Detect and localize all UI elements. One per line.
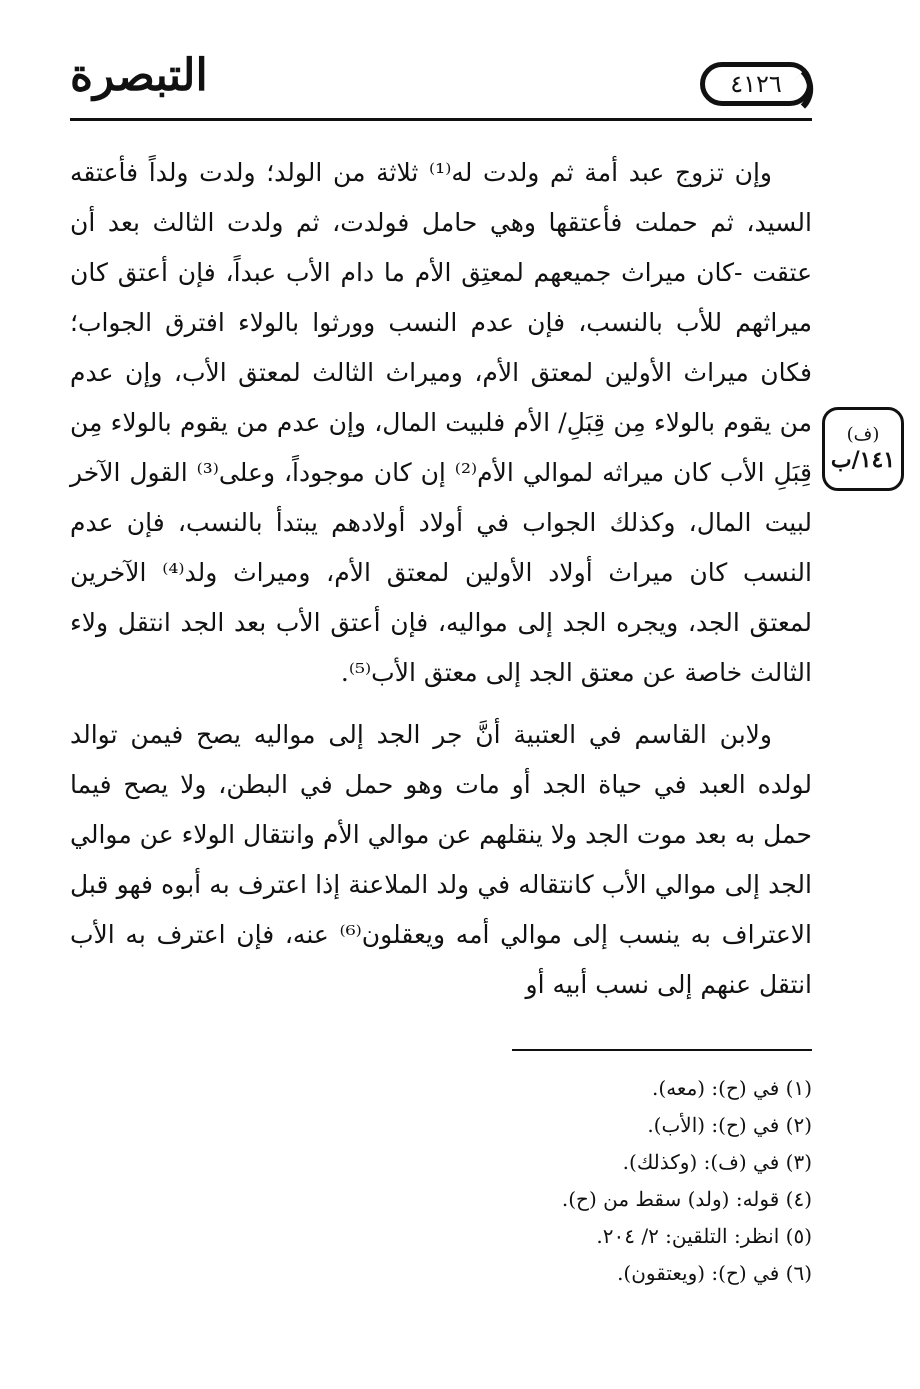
footnote: (٢) في (ح): (الأب). <box>647 1113 812 1137</box>
paragraph-1 <box>70 148 812 698</box>
page-number-ornament <box>700 62 812 106</box>
folio-number: ١٤١/ب <box>830 447 896 474</box>
running-title: التبصرة <box>70 50 208 101</box>
paragraph-2-text: ولابن القاسم في العتبية أنَّ جر الجد إلى مواليه يصح فيمن توالد لولده العبد في حياة الجد أو مات وهو حمل في البطن، ولا يصح فيما حمل به بعد موت الجد ولا ينقلهم عن موالي الأم وانتقال الولاء عن موالي الجد إلى موالي الأب كانتقاله في ولد الملاعنة إذا اعترف به أبوه فهو قبل الاعتراف به ينسب إلى موالي أمه ويعقلون⁽⁶⁾ عنه، فإن اعترف به الأب انتقل عنهم إلى نسب أبيه أو <box>70 720 813 999</box>
footnote: (٣) في (ف): (وكذلك). <box>622 1150 812 1174</box>
footnote: (١) في (ح): (معه). <box>652 1076 812 1100</box>
paragraph-1-text: وإن تزوج عبد أمة ثم ولدت له⁽¹⁾ ثلاثة من الولد؛ ولدت ولداً فأعتقه السيد، ثم حملت فأعتقها وهي حامل فولدت، ثم ولدت الثالث بعد أن عتقت -كان ميراث جميعهم لمعتِق الأم ما دام الأب عبداً، فإن أعتق كان ميراثهم للأب بالنسب، فإن عدم النسب وورثوا بالولاء افترق الجواب؛ فكان ميراث الأولين لمعتق الأم، وميراث الثالث لمعتق الأب، وإن عدم من يقوم بالولاء مِن قِبَلِ/ الأم فلبيت المال، وإن عدم من يقوم بالولاء مِن قِبَلِ الأب كان ميراثه لموالي الأم⁽²⁾ إن كان موجوداً، وعلى⁽³⁾ القول الآخر لبيت المال، وكذلك الجواب في أولاد أولادهم يبتدأ بالنسب، فإن عدم النسب كان ميراث أولاد الأولين لمعتق الأم، وميراث ولد⁽⁴⁾ الآخرين لمعتق الجد، ويجره الجد إلى مواليه، فإن أعتق الأب بعد الجد انتقل ولاء الثالث خاصة عن معتق الجد إلى معتق الأب⁽⁵⁾. <box>70 158 812 687</box>
page-number: ٤١٢٦ <box>730 70 782 98</box>
manuscript-folio-marker <box>822 407 904 491</box>
footnote: (٤) قوله: (ولد) سقط من (ح). <box>561 1187 812 1211</box>
footnote: (٥) انظر: التلقين: ٢/ ٢٠٤. <box>596 1224 812 1248</box>
main-text <box>70 148 812 1010</box>
footnote-divider <box>512 1049 812 1051</box>
header-divider <box>70 118 812 121</box>
manuscript-siglum: (ف) <box>846 424 880 445</box>
paragraph-2 <box>70 710 812 1010</box>
footnotes <box>70 1070 812 1292</box>
footnote: (٦) في (ح): (ويعتقون). <box>617 1261 812 1285</box>
